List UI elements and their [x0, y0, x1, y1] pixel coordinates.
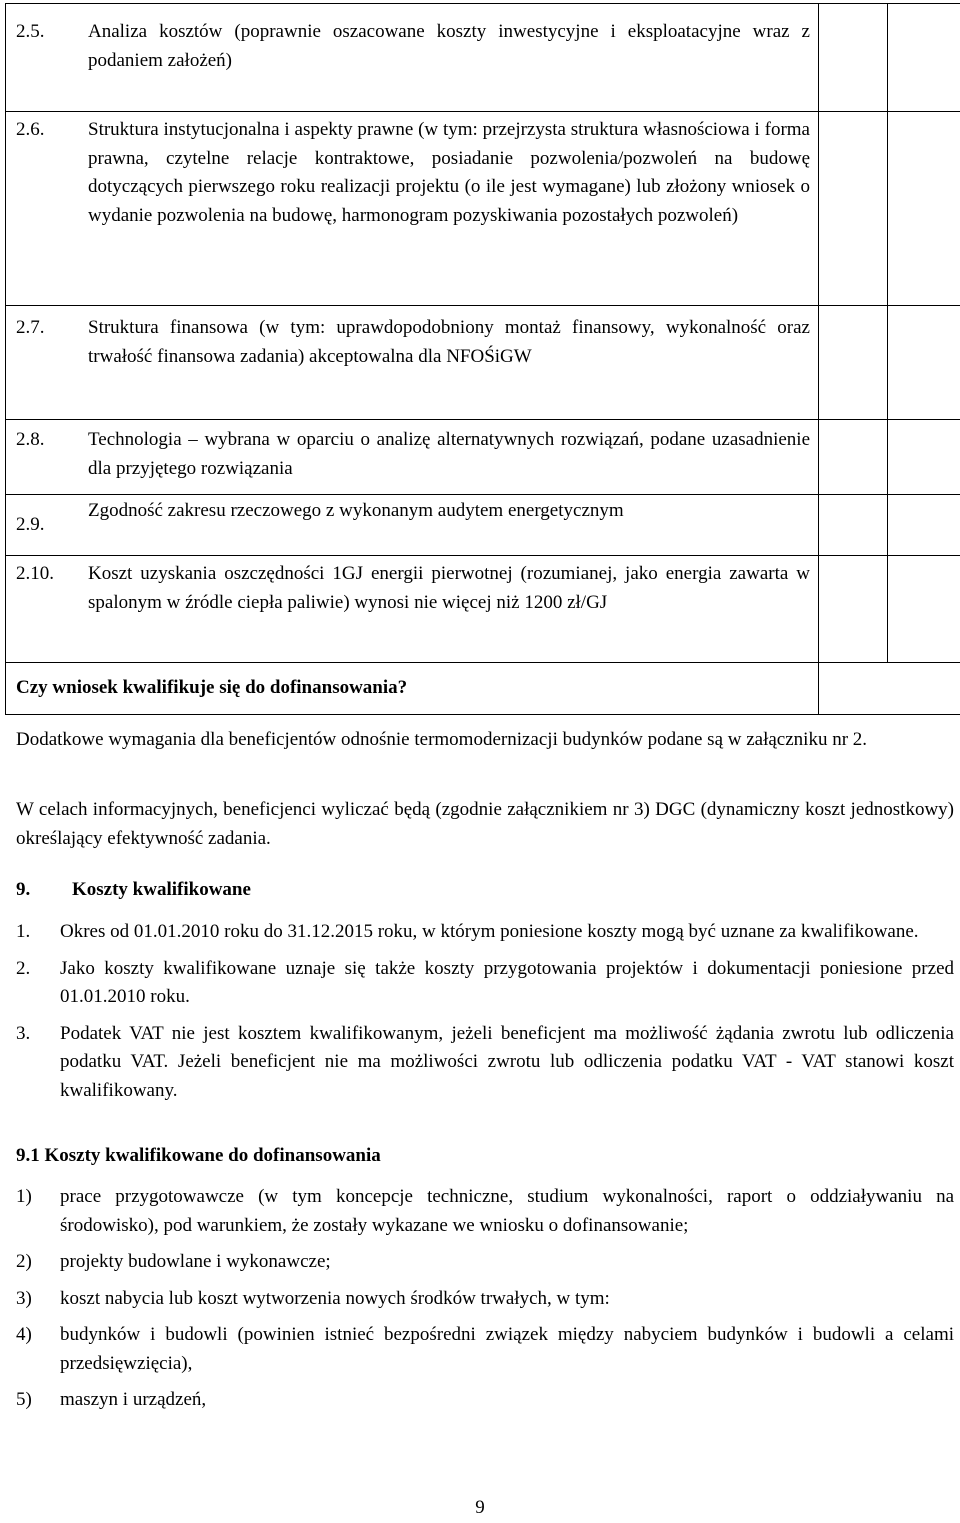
yes-cell[interactable]	[819, 495, 888, 556]
qualification-question: Czy wniosek kwalifikuje się do dofinansowania?	[6, 674, 818, 703]
row-number: 2.7.	[16, 314, 88, 371]
row-text: Zgodność zakresu rzeczowego z wykonanym audytem energetycznym	[88, 497, 810, 540]
criteria-table	[5, 3, 960, 715]
subsection-heading: 9.1 Koszty kwalifikowane do dofinansowania	[16, 1142, 381, 1171]
paragraph-dgc-info: W celach informacyjnych, beneficjenci wyliczać będą (zgodnie załącznikiem nr 3) DGC (dynamiczny koszt jednostkowy) określający efektywność zadania.	[16, 796, 954, 853]
list-item: 1. Okres od 01.01.2010 roku do 31.12.2015 roku, w którym poniesione koszty mogą być uznane za kwalifikowane.	[16, 918, 954, 947]
section-heading: 9. Koszty kwalifikowane	[16, 876, 251, 905]
table-row-question	[6, 663, 960, 715]
list-item: 2. Jako koszty kwalifikowane uznaje się także koszty przygotowania projektów i dokumentacji poniesione przed 01.01.2010 roku.	[16, 955, 954, 1012]
list-item: 3. Podatek VAT nie jest kosztem kwalifikowanym, jeżeli beneficjent ma możliwość żądania zwrotu lub odliczenia podatku VAT. Jeżeli beneficjent nie ma możliwości zwrotu lub odliczenia podatku VAT - VAT stanowi koszt kwalifikowany.	[16, 1020, 954, 1106]
no-cell[interactable]	[888, 495, 960, 556]
row-number: 2.10.	[16, 560, 88, 617]
row-text: Struktura finansowa (w tym: uprawdopodobniony montaż finansowy, wykonalność oraz trwałość finansowa zadania) akceptowalna dla NFOŚiGW	[88, 314, 810, 371]
list-item: 1) prace przygotowawcze (w tym koncepcje techniczne, studium wykonalności, raport o oddziaływaniu na środowisko), pod warunkiem, że zostały wykazane we wniosku o dofinansowanie;	[16, 1183, 954, 1240]
section9-list	[16, 918, 954, 1105]
section91-list	[16, 1183, 954, 1415]
row-number: 2.5.	[16, 18, 88, 75]
paragraph-additional-requirements: Dodatkowe wymagania dla beneficjentów odnośnie termomodernizacji budynków podane są w załączniku nr 2.	[16, 726, 954, 755]
page-number: 9	[0, 1494, 960, 1523]
row-text: Koszt uzyskania oszczędności 1GJ energii pierwotnej (rozumianej, jako energia zawarta w spalonym w źródle ciepła paliwie) wynosi nie więcej niż 1200 zł/GJ	[88, 560, 810, 617]
table-row	[6, 306, 960, 420]
no-cell[interactable]	[888, 112, 960, 306]
yes-cell[interactable]	[819, 420, 888, 495]
row-number: 2.9.	[16, 497, 88, 540]
table-row	[6, 495, 960, 556]
table-row	[6, 420, 960, 495]
row-number: 2.8.	[16, 426, 88, 483]
yes-cell[interactable]	[819, 556, 888, 663]
table-row	[6, 112, 960, 306]
row-text: Technologia – wybrana w oparciu o analizę alternatywnych rozwiązań, podane uzasadnienie dla przyjętego rozwiązania	[88, 426, 810, 483]
row-number: 2.6.	[16, 116, 88, 230]
list-item: 3) koszt nabycia lub koszt wytworzenia nowych środków trwałych, w tym:	[16, 1285, 954, 1314]
yes-cell[interactable]	[819, 112, 888, 306]
list-item: 2) projekty budowlane i wykonawcze;	[16, 1248, 954, 1277]
table-row	[6, 4, 960, 112]
no-cell[interactable]	[888, 420, 960, 495]
no-cell[interactable]	[888, 306, 960, 420]
list-item: 5) maszyn i urządzeń,	[16, 1386, 954, 1415]
no-cell[interactable]	[888, 556, 960, 663]
no-cell[interactable]	[888, 4, 960, 112]
row-text: Analiza kosztów (poprawnie oszacowane koszty inwestycyjne i eksploatacyjne wraz z podaniem założeń)	[88, 18, 810, 75]
table-row	[6, 556, 960, 663]
yes-cell[interactable]	[819, 4, 888, 112]
yes-cell[interactable]	[819, 306, 888, 420]
list-item: 4) budynków i budowli (powinien istnieć bezpośredni związek między nabyciem budynków i budowli a celami przedsięwzięcia),	[16, 1321, 954, 1378]
yes-cell[interactable]	[819, 663, 960, 715]
row-text: Struktura instytucjonalna i aspekty prawne (w tym: przejrzysta struktura własnościowa i forma prawna, czytelne relacje kontraktowe, posiadanie pozwolenia/pozwoleń na budowę dotyczących pierwszego roku realizacji projektu (o ile jest wymagane) lub złożony wniosek o wydanie pozwolenia na budowę, harmonogram pozyskiwania pozostałych pozwoleń)	[88, 116, 810, 230]
